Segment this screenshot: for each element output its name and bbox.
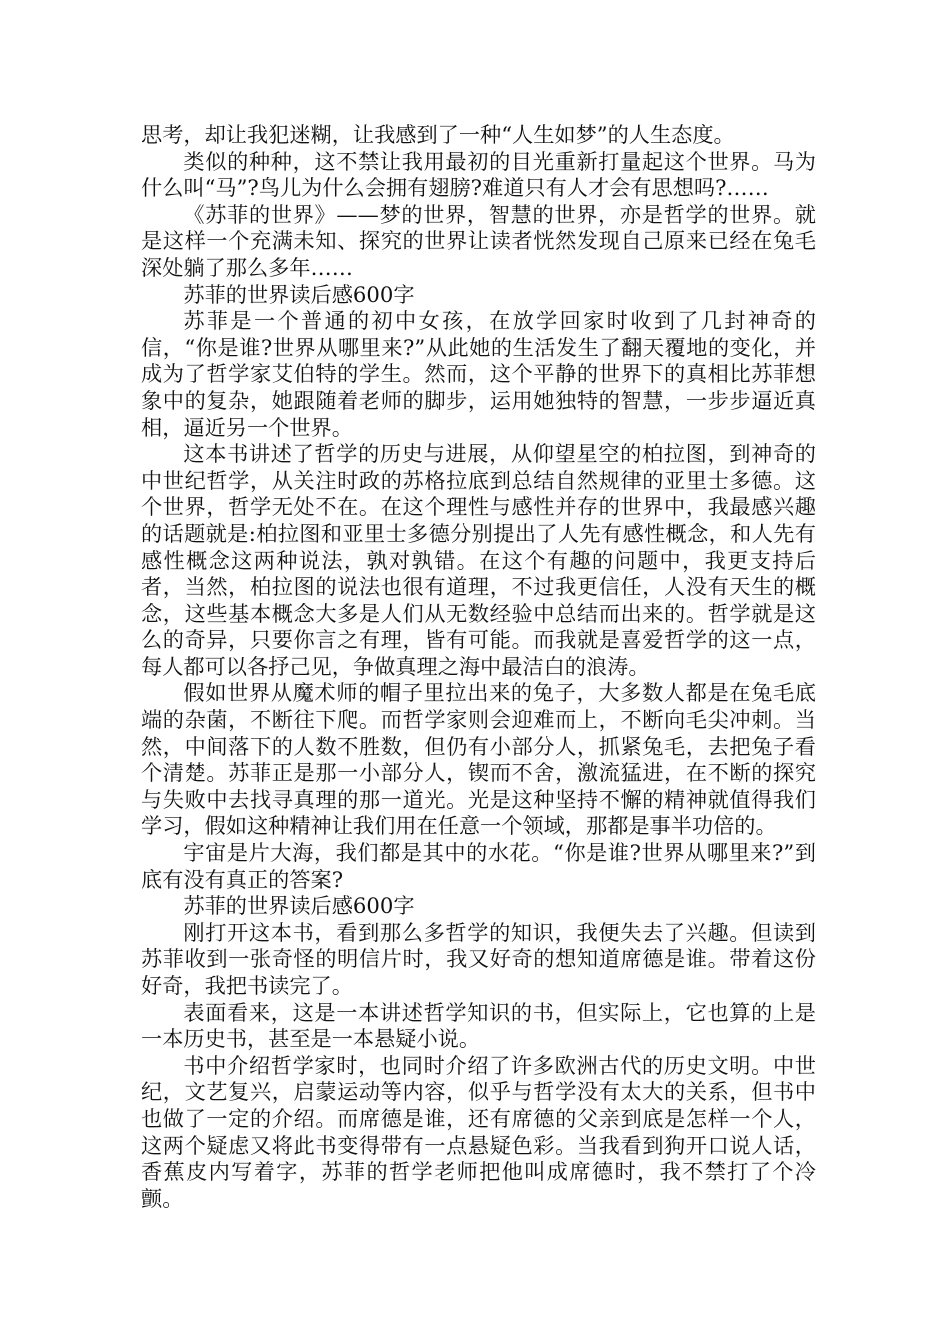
paragraph: 《苏菲的世界》——梦的世界，智慧的世界，亦是哲学的世界。就是这样一个充满未知、探究的世界让读者恍然发现自己原来已经在兔毛深处躺了那么多年…… [141, 201, 816, 280]
document-body [141, 122, 816, 1212]
paragraph: 假如世界从魔术师的帽子里拉出来的兔子，大多数人都是在兔毛底端的杂菌，不断往下爬。而哲学家则会迎难而上，不断向毛尖冲刺。当然，中间落下的人数不胜数，但仍有小部分人，抓紧兔毛，去把兔子看个清楚。苏菲正是那一小部分人，锲而不舍，激流猛进，在不断的探究与失败中去找寻真理的那一道光。光是这种坚持不懈的精神就值得我们学习，假如这种精神让我们用在任意一个领域，那都是事半功倍的。 [141, 680, 816, 839]
paragraph: 苏菲是一个普通的初中女孩，在放学回家时收到了几封神奇的信，“你是谁?世界从哪里来?”从此她的生活发生了翻天覆地的变化，并成为了哲学家艾伯特的学生。然而，这个平静的世界下的真相比苏菲想象中的复杂，她跟随着老师的脚步，运用她独特的智慧，一步步逼近真相，逼近另一个世界。 [141, 308, 816, 440]
paragraph: 书中介绍哲学家时，也同时介绍了许多欧洲古代的历史文明。中世纪，文艺复兴，启蒙运动等内容，似乎与哲学没有太大的关系，但书中也做了一定的介绍。而席德是谁，还有席德的父亲到底是怎样一个人，这两个疑虑又将此书变得带有一点悬疑色彩。当我看到狗开口说人话，香蕉皮内写着字，苏菲的哲学老师把他叫成席德时，我不禁打了个冷颤。 [141, 1052, 816, 1211]
paragraph: 类似的种种，这不禁让我用最初的目光重新打量起这个世界。马为什么叫“马”?鸟儿为什么会拥有翅膀?难道只有人才会有思想吗?…… [141, 148, 816, 201]
paragraph: 宇宙是片大海，我们都是其中的水花。“你是谁?世界从哪里来?”到底有没有真正的答案? [141, 840, 816, 892]
paragraph-continuation: 思考，却让我犯迷糊，让我感到了一种“人生如梦”的人生态度。 [141, 122, 735, 147]
section-heading: 苏菲的世界读后感600字 [183, 893, 415, 919]
paragraph: 表面看来，这是一本讲述哲学知识的书，但实际上，它也算的上是一本历史书，甚至是一本悬疑小说。 [141, 999, 816, 1052]
paragraph: 刚打开这本书，看到那么多哲学的知识，我便失去了兴趣。但读到苏菲收到一张奇怪的明信片时，我又好奇的想知道席德是谁。带着这份好奇，我把书读完了。 [141, 919, 816, 998]
paragraph: 这本书讲述了哲学的历史与进展，从仰望星空的柏拉图，到神奇的中世纪哲学，从关注时政的苏格拉底到总结自然规律的亚里士多德。这个世界，哲学无处不在。在这个理性与感性并存的世界中，我最感兴趣的话题就是:柏拉图和亚里士多德分别提出了人先有感性概念，和人先有感性概念这两种说法，孰对孰错。在这个有趣的问题中，我更支持后者，当然，柏拉图的说法也很有道理，不过我更信任，人没有天生的概念，这些基本概念大多是人们从无数经验中总结而出来的。哲学就是这么的奇异，只要你言之有理，皆有可能。而我就是喜爱哲学的这一点，每人都可以各抒己见，争做真理之海中最洁白的浪涛。 [141, 441, 816, 679]
section-heading: 苏菲的世界读后感600字 [183, 281, 415, 307]
